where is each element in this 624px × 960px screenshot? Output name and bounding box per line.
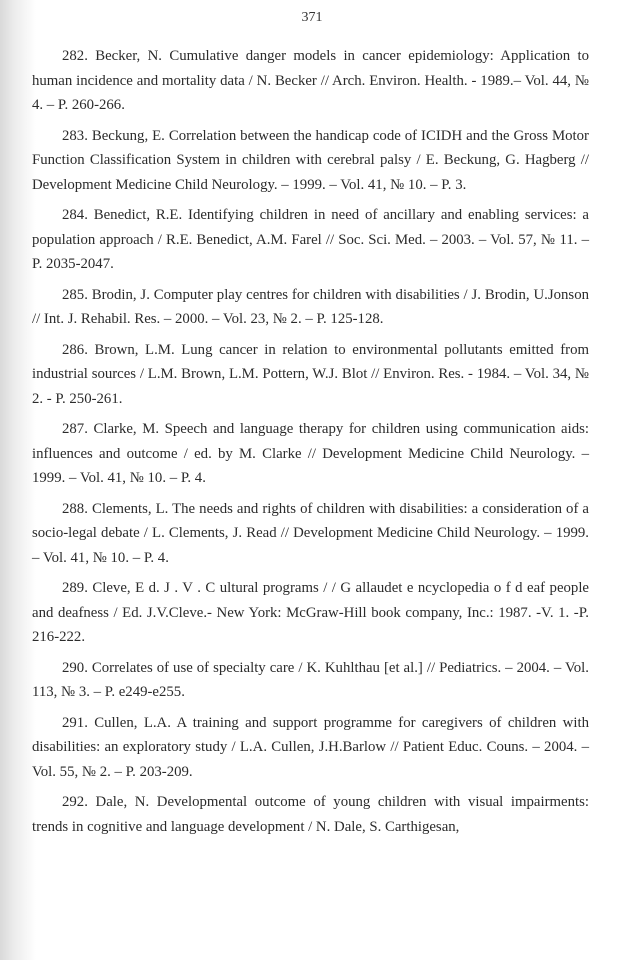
reference-item: 285. Brodin, J. Computer play centres for children with disabilities / J. Brodin, U.Jonson // Int. J. Rehabil. Res. – 2000. – Vol. 23, № 2. – P. 125-128. [32,286,589,327]
reference-item: 289. Cleve, E d. J . V . C ultural programs / / G allaudet e ncyclopedia o f d eaf people and deafness / Ed. J.V.Cleve.- New York: McGraw-Hill book company, Inc.: 1987. -V. 1. -P. 216-222. [32,580,589,645]
reference-list [32,44,589,845]
page-number: 371 [301,10,323,25]
reference-item: 292. Dale, N. Developmental outcome of young children with visual impairments: trends in cognitive and language development / N. Dale, S. Carthigesan, [32,794,589,835]
reference-item: 290. Correlates of use of specialty care / K. Kuhlthau [et al.] // Pediatrics. – 2004. – Vol. 113, № 3. – P. e249-e255. [32,659,589,700]
reference-item: 291. Cullen, L.A. A training and support programme for caregivers of children with disabilities: an exploratory study / L.A. Cullen, J.H.Barlow // Patient Educ. Couns. – 2004. – Vol. 55, № 2. – P. 203-209. [32,714,589,780]
reference-item: 288. Clements, L. The needs and rights of children with disabilities: a consideration of a socio-legal debate / L. Clements, J. Read // Development Medicine Child Neurology. – 1999. – Vol. 41, № 10. – P. 4. [32,500,589,566]
reference-item: 286. Brown, L.M. Lung cancer in relation to environmental pollutants emitted from industrial sources / L.M. Brown, L.M. Pottern, W.J. Blot // Environ. Res. - 1984. – Vol. 34, № 2. - P. 250-261. [32,341,589,407]
scan-edge-shadow [0,0,36,960]
reference-item: 284. Benedict, R.E. Identifying children in need of ancillary and enabling services: a population approach / R.E. Benedict, A.M. Farel // Soc. Sci. Med. – 2003. – Vol. 57, № 11. – P. 2035-2047. [32,207,589,272]
reference-item: 287. Clarke, M. Speech and language therapy for children using communication aids: influences and outcome / ed. by M. Clarke // Development Medicine Child Neurology. – 1999. – Vol. 41, № 10. – P. 4. [32,421,589,486]
reference-item: 283. Beckung, E. Correlation between the handicap code of ICIDH and the Gross Motor Function Classification System in children with cerebral palsy / E. Beckung, G. Hagberg // Development Medicine Child Neurology. – 1999. – Vol. 41, № 10. – P. 3. [32,127,589,193]
reference-item: 282. Becker, N. Cumulative danger models in cancer epidemiology: Application to human incidence and mortality data / N. Becker // Arch. Environ. Health. - 1989.– Vol. 44, № 4. – P. 260-266. [32,48,589,113]
